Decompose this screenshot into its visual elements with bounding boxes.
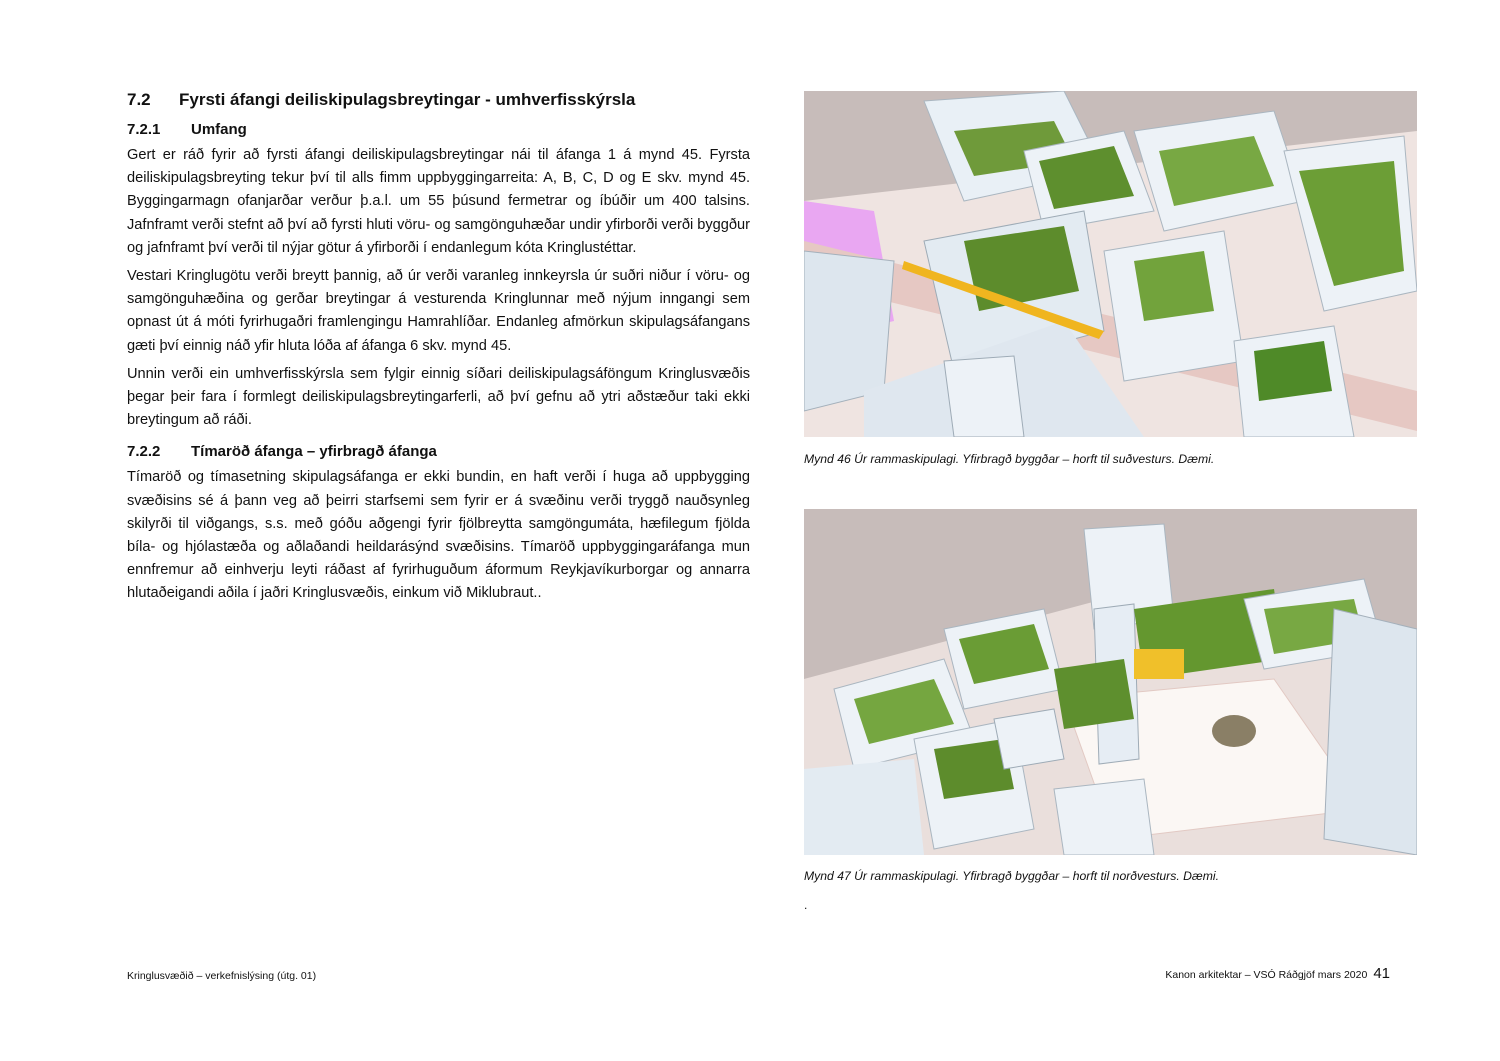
subsection-number: 7.2.2 bbox=[127, 443, 161, 461]
subsection-number: 7.2.1 bbox=[127, 121, 161, 138]
paragraph: Gert er ráð fyrir að fyrsti áfangi deiliskipulagsbreytingar nái til áfanga 1 á mynd 45. Fyrsta deiliskipulagsbreyting tekur því til alls fimm uppbyggingarreita: A, B, C, D og E skv. mynd 45. Byggingarmagn ofanjarðar verður þ.a.l. um 55 þúsund fermetrar og íbúðir um 400 talsins. Jafnframt verði stefnt að því að fyrsti hluti vöru- og samgönguhæðar undir yfirborði verði byggður og jafnframt því verði til nýjar götur á yfirborði í endanlegum kóta Kringlustéttar. bbox=[127, 147, 750, 256]
footer-credits: Kanon arkitektar – VSÓ Ráðgjöf mars 2020 bbox=[1165, 969, 1368, 981]
footer-right bbox=[1165, 965, 1390, 982]
subsection-heading-timarod bbox=[127, 443, 750, 460]
figure-46-image bbox=[804, 91, 1417, 437]
page-number: 41 bbox=[1373, 965, 1390, 982]
figure-47-caption: Mynd 47 Úr rammaskipulagi. Yfirbragð byggðar – horft til norðvesturs. Dæmi. bbox=[804, 869, 1219, 883]
subsection-title: Umfang bbox=[191, 121, 247, 138]
section-heading bbox=[127, 90, 750, 110]
subsection-title: Tímaröð áfanga – yfirbragð áfanga bbox=[191, 443, 437, 461]
paragraph: Vestari Kringlugötu verði breytt þannig, að úr verði varanleg innkeyrsla úr suðri niður í vöru- og samgönguhæðina og gerðar breytingar á vesturenda Kringlunnar með nýjum inngangi sem opnast út á móti fyrirhugaðri framlengingu Hamrahlíðar. Endanleg afmörkun skipulagsáfangans gæti því einnig náð yfir hluta lóða af áfanga 6 skv. mynd 45. bbox=[127, 268, 750, 354]
figure-46-caption: Mynd 46 Úr rammaskipulagi. Yfirbragð byggðar – horft til suðvesturs. Dæmi. bbox=[804, 452, 1215, 466]
section-number: 7.2 bbox=[127, 90, 151, 109]
figure-47-image bbox=[804, 509, 1417, 855]
paragraph: Unnin verði ein umhverfisskýrsla sem fylgir einnig síðari deiliskipulagsáföngum Kringlusvæðis þegar þeir fara í formlegt deiliskipulagsbreytingarferli, að því gefnu að ytri aðstæður taki ekki breytingum að ráði. bbox=[127, 365, 750, 429]
subsection-heading-umfang bbox=[127, 121, 750, 138]
footer-left: Kringlusvæðið – verkefnislýsing (útg. 01) bbox=[127, 970, 317, 982]
paragraph: Tímaröð og tímasetning skipulagsáfanga er ekki bundin, en haft verði í huga að uppbygging svæðisins sé á þann veg að þeirri starfsemi sem fyrir er á svæðinu verði tryggð nauðsynleg skilyrði til viðgangs, s.s. með góðu aðgengi fyrir fjölbreytta samgöngumáta, hæfilegum fjölda bíla- og hjólastæða og aðlaðandi heildarásýnd svæðisins. Tímaröð uppbyggingaráfanga mun ennfremur að einhverju leyti ráðast af fyrirhuguðum áformum Reykjavíkurborgar og annarra hlutaðeigandi aðila í jaðri Kringlusvæðis, einkum við Miklubraut.. bbox=[127, 469, 750, 602]
section-title: Fyrsti áfangi deiliskipulagsbreytingar - umhverfisskýrsla bbox=[179, 90, 636, 109]
trailing-mark: . bbox=[804, 898, 808, 912]
text-column bbox=[127, 90, 750, 611]
